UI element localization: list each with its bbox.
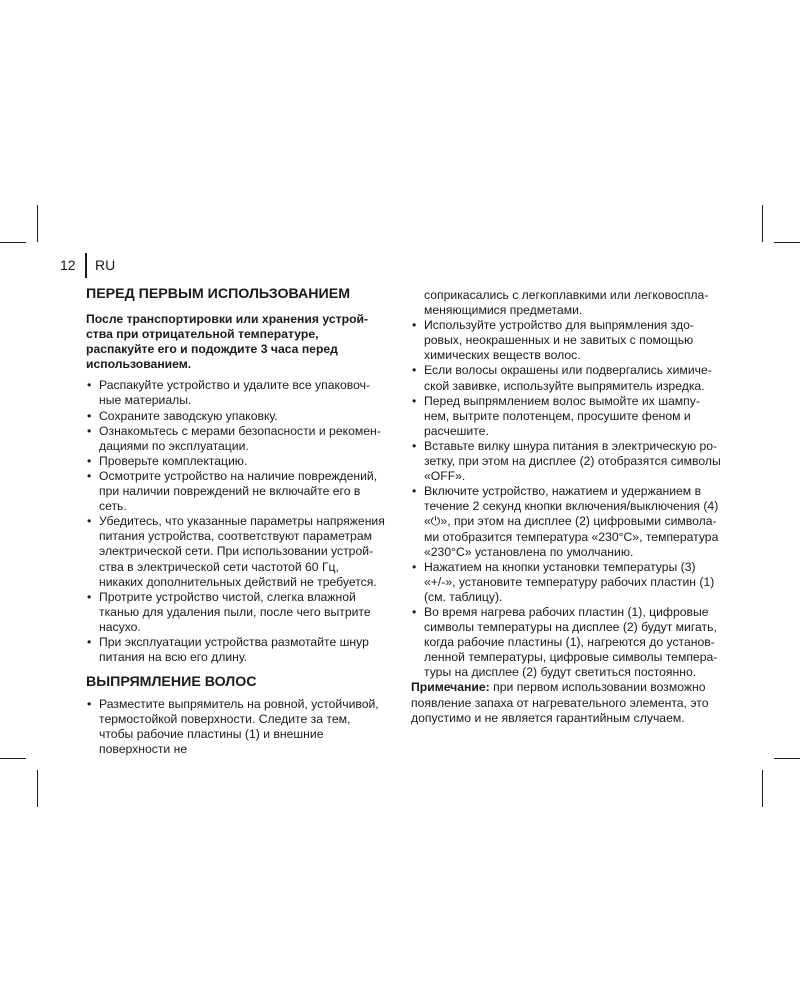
list-item: • Ознакомьтесь с мерами безопасности и рекомен- дациями по эксплуатации. <box>86 424 386 454</box>
list-item: • Осмотрите устройство на наличие повреждений, при наличии повреждений не включайте его в сеть. <box>86 469 386 514</box>
crop-mark-bottom-right-vertical <box>762 770 763 807</box>
crop-mark-bottom-left-horizontal <box>0 758 26 759</box>
crop-mark-bottom-left-vertical <box>37 770 38 807</box>
list-item: • Вставьте вилку шнура питания в электрическую ро- зетку, при этом на дисплее (2) отобразятся символы «OFF». <box>411 439 726 484</box>
language-code: RU <box>95 257 116 273</box>
section-title-hair-straightening: ВЫПРЯМЛЕНИЕ ВОЛОС <box>86 674 257 691</box>
left-column <box>86 286 386 758</box>
list-item: • Во время нагрева рабочих пластин (1), цифровые символы температуры на дисплее (2) будут мигать, когда рабочие пластины (1), нагреются до установ- ленной температуры, цифровые символы темпера- туры на дисплее (2) будут светиться постоянно. <box>411 605 726 680</box>
before-use-list <box>86 378 386 665</box>
list-item: • Протрите устройство чистой, слегка влажной тканью для удаления пыли, после чего вытрите насухо. <box>86 590 386 635</box>
list-item: • Перед выпрямлением волос вымойте их шампу- нем, вытрите полотенцем, просушите феном и расчешите. <box>411 394 726 439</box>
continued-text: соприкасались с легкоплавкими или легковоспла- меняющимися предметами. <box>424 288 709 318</box>
crop-mark-bottom-right-horizontal <box>774 758 800 759</box>
page-number: 12 <box>60 257 76 273</box>
list-item: • Распакуйте устройство и удалите все упаковоч- ные материалы. <box>86 378 386 408</box>
list-item: • Нажатием на кнопки установки температуры (3) «+/-», установите температуру рабочих пластин (1) (см. таблицу). <box>411 560 726 605</box>
section-title-before-first-use: ПЕРЕД ПЕРВЫМ ИСПОЛЬЗОВАНИЕМ <box>86 286 351 302</box>
crop-mark-top-right-vertical <box>762 205 763 242</box>
right-column <box>411 288 726 726</box>
note-paragraph <box>411 680 726 725</box>
crop-mark-top-right-horizontal <box>774 242 800 243</box>
straightening-list <box>411 318 726 680</box>
header-separator <box>85 253 87 278</box>
list-item: • Включите устройство, нажатием и удержанием в течение 2 секунд кнопки включения/выключения (4) «⏻», при этом на дисплее (2) цифровыми символа- ми отобразится температура «230°С», температура «230°С» установлена по умолчанию. <box>411 484 726 559</box>
list-item: • Проверьте комплектацию. <box>86 454 386 469</box>
crop-mark-top-left-horizontal <box>0 242 26 243</box>
crop-mark-top-left-vertical <box>37 205 38 242</box>
straightening-list-start <box>86 697 386 757</box>
list-item: • При эксплуатации устройства размотайте шнур питания на всю его длину. <box>86 635 386 665</box>
intro-warning: После транспортировки или хранения устрой- ства при отрицательной температуре, распакуйте его и подождите 3 часа перед использованием. <box>86 312 369 372</box>
list-item: • Если волосы окрашены или подвергались химиче- ской завивке, используйте выпрямитель изредка. <box>411 363 726 393</box>
note-label: Примечание: <box>411 680 490 695</box>
list-item: • Сохраните заводскую упаковку. <box>86 409 386 424</box>
list-item: • Разместите выпрямитель на ровной, устойчивой, термостойкой поверхности. Следите за тем, чтобы рабочие пластины (1) и внешние поверхности не <box>86 697 386 757</box>
note-text: при первом использовании возможно появление запаха от нагревательного элемента, это допустимо и не является гарантийным случаем. <box>411 680 709 725</box>
list-item: • Используйте устройство для выпрямления здо- ровых, неокрашенных и не завитых с помощью химических веществ волос. <box>411 318 726 363</box>
list-item: • Убедитесь, что указанные параметры напряжения питания устройства, соответствуют параметрам электрической сети. При использовании устрой- ства в электрической сети частотой 60 Гц, никаких дополнительных действий не требуется. <box>86 514 386 589</box>
